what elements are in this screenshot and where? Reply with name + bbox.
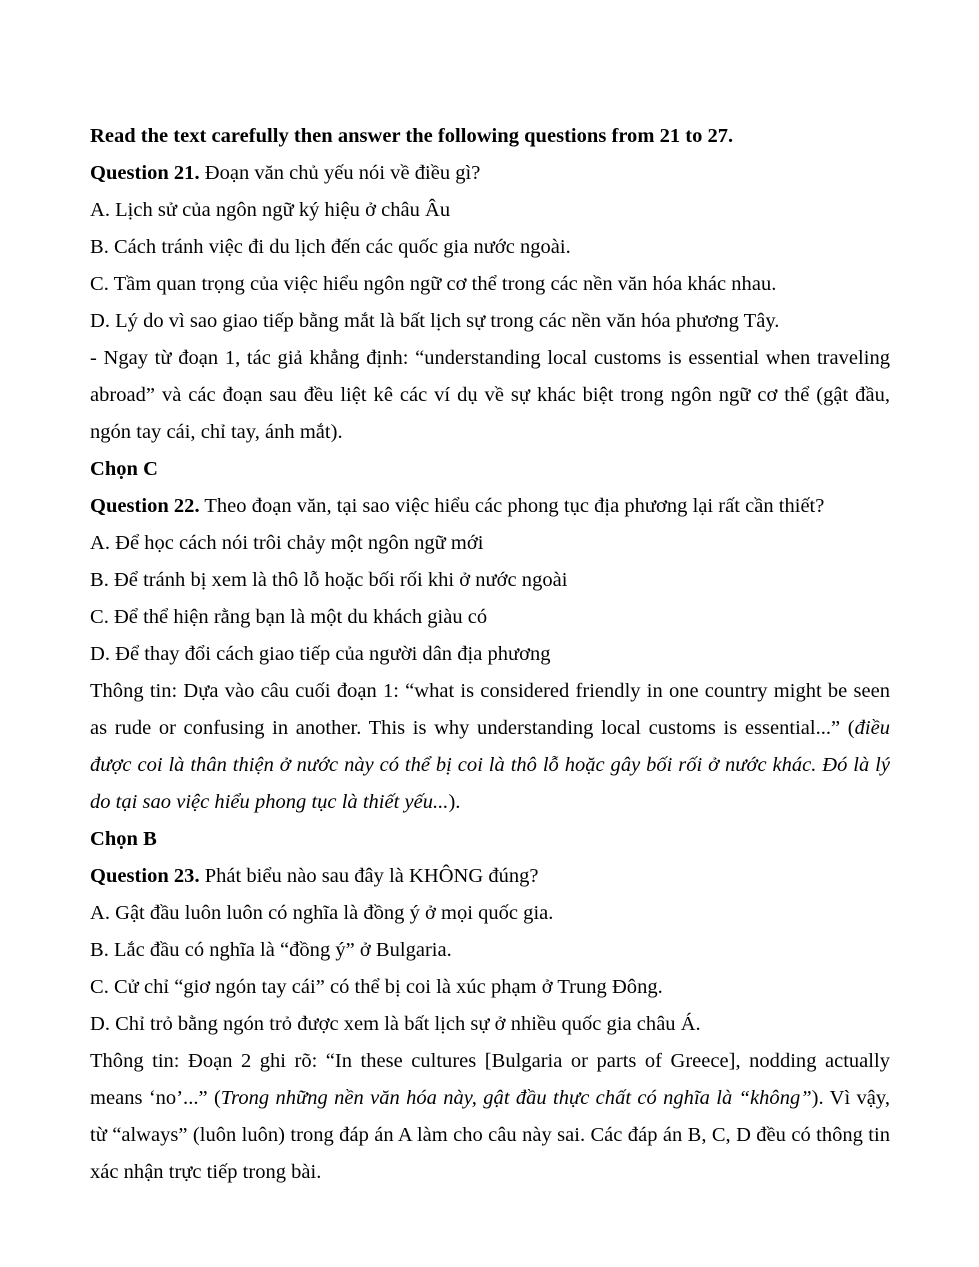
question-22-choice-b[interactable]: B. Để tránh bị xem là thô lỗ hoặc bối rối khi ở nước ngoài — [90, 569, 568, 591]
question-22-choice-d[interactable]: D. Để thay đổi cách giao tiếp của người dân địa phương — [90, 643, 551, 665]
question-21-prompt — [90, 155, 890, 192]
question-23-choice-d[interactable]: D. Chỉ trỏ bằng ngón trỏ được xem là bất lịch sự ở nhiều quốc gia châu Á. — [90, 1013, 701, 1035]
question-23-prompt — [90, 858, 890, 895]
question-23-explanation — [90, 1043, 896, 1191]
question-22-text: Theo đoạn văn, tại sao việc hiểu các phong tục địa phương lại rất cần thiết? — [199, 495, 825, 517]
question-22-explanation-tail: ). — [448, 791, 461, 813]
document-body — [90, 118, 896, 1191]
question-23-explanation-quote: Thông tin: Đoạn 2 ghi rõ: “In these cultures [Bulgaria or parts of Greece], nodding actually means ‘no’...” ( — [90, 1050, 896, 1109]
question-21-choice-c[interactable]: C. Tầm quan trọng của việc hiểu ngôn ngữ cơ thể trong các nền văn hóa khác nhau. — [90, 273, 777, 295]
question-21-explanation-text: - Ngay từ đoạn 1, tác giả khẳng định: “understanding local customs is essential when traveling abroad” và các đoạn sau đều liệt kê các ví dụ về sự khác biệt trong ngôn ngữ cơ thể (gật đầu, ngón tay cái, chỉ tay, ánh mắt). — [90, 347, 896, 443]
question-21-answer: Chọn C — [90, 458, 158, 480]
question-22-explanation — [90, 673, 896, 821]
question-21-text: Đoạn văn chủ yếu nói về điều gì? — [199, 162, 481, 184]
question-21-choice-b[interactable]: B. Cách tránh việc đi du lịch đến các quốc gia nước ngoài. — [90, 236, 571, 258]
question-23-explanation-tail: ). Vì vậy, từ “always” (luôn luôn) trong đáp án A làm cho câu này sai. Các đáp án B, C, D đều có thông tin xác nhận trực tiếp trong bài. — [90, 1087, 896, 1183]
question-22-label: Question 22. — [90, 495, 200, 517]
question-23-choice-c[interactable]: C. Cử chỉ “giơ ngón tay cái” có thể bị coi là xúc phạm ở Trung Đông. — [90, 976, 663, 998]
question-23-choice-b[interactable]: B. Lắc đầu có nghĩa là “đồng ý” ở Bulgaria. — [90, 939, 452, 961]
question-23-explanation-translation: Trong những nền văn hóa này, gật đầu thực chất có nghĩa là “không” — [220, 1087, 812, 1109]
page-heading: Read the text carefully then answer the following questions from 21 to 27. — [90, 125, 734, 147]
question-22-explanation-translation: điều được coi là thân thiện ở nước này có thể bị coi là thô lỗ hoặc gây bối rối ở nước khác. Đó là lý do tại sao việc hiểu phong tục là thiết yếu... — [90, 717, 896, 813]
question-23-label: Question 23. — [90, 865, 200, 887]
question-23-text: Phát biểu nào sau đây là KHÔNG đúng? — [199, 865, 539, 887]
question-21-explanation — [90, 340, 896, 451]
question-22-answer: Chọn B — [90, 828, 157, 850]
question-22-explanation-quote: Thông tin: Dựa vào câu cuối đoạn 1: “what is considered friendly in one country might be seen as rude or confusing in another. This is why understanding local customs is essential...” ( — [90, 680, 896, 739]
question-22-choice-a[interactable]: A. Để học cách nói trôi chảy một ngôn ngữ mới — [90, 532, 484, 554]
question-21-choice-d[interactable]: D. Lý do vì sao giao tiếp bằng mắt là bất lịch sự trong các nền văn hóa phương Tây. — [90, 310, 780, 332]
question-21-choice-a[interactable]: A. Lịch sử của ngôn ngữ ký hiệu ở châu Âu — [90, 199, 451, 221]
question-23-choice-a[interactable]: A. Gật đầu luôn luôn có nghĩa là đồng ý ở mọi quốc gia. — [90, 902, 554, 924]
question-22-choice-c[interactable]: C. Để thể hiện rằng bạn là một du khách giàu có — [90, 606, 488, 628]
question-22-prompt — [90, 488, 890, 525]
question-21-label: Question 21. — [90, 162, 200, 184]
